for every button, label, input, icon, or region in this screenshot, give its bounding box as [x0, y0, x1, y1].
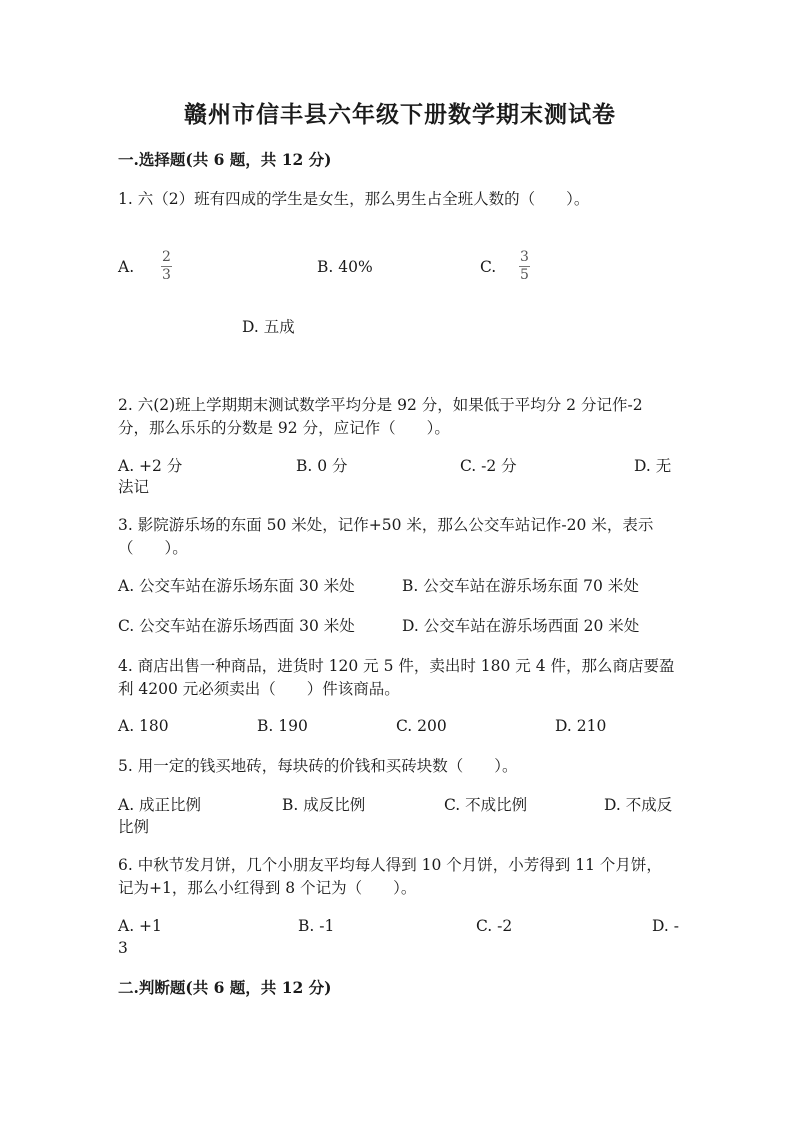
- question-3-line-1: 3. 影院游乐场的东面 50 米处，记作+50 米，那么公交车站记作-20 米，表示: [118, 516, 654, 534]
- q1-option-d: D. 五成: [242, 318, 295, 336]
- q3-option-c: C. 公交车站在游乐场西面 30 米处: [118, 617, 355, 635]
- q5-option-d-part-1: D. 不成反: [604, 796, 673, 814]
- q4-option-d: D. 210: [555, 717, 607, 735]
- q4-option-b: B. 190: [257, 717, 308, 735]
- q1-option-a-denominator: 3: [162, 267, 171, 283]
- q1-option-c-denominator: 5: [520, 267, 529, 283]
- question-2-line-1: 2. 六(2)班上学期期末测试数学平均分是 92 分，如果低于平均分 2 分记作-2: [118, 396, 643, 414]
- q1-option-a-label: A.: [118, 258, 135, 276]
- q6-option-d-part-1: D. -: [652, 917, 679, 935]
- question-4-line-1: 4. 商店出售一种商品，进货时 120 元 5 件，卖出时 180 元 4 件，那么商店要盈: [118, 657, 675, 675]
- q2-option-c: C. -2 分: [460, 457, 517, 475]
- question-2-line-2: 分，那么乐乐的分数是 92 分，应记作（ ）。: [118, 419, 450, 437]
- q1-option-a-numerator: 2: [162, 249, 171, 265]
- q1-option-a-fraction: [161, 250, 172, 283]
- q6-option-d-part-2: 3: [118, 939, 128, 957]
- q5-option-b: B. 成反比例: [282, 796, 366, 814]
- question-6-line-2: 记为+1，那么小红得到 8 个记为（ ）。: [118, 879, 417, 897]
- q1-option-c-fraction: [519, 250, 530, 283]
- q2-option-b: B. 0 分: [296, 457, 348, 475]
- q6-option-c: C. -2: [476, 917, 513, 935]
- q6-option-a: A. +1: [118, 917, 162, 935]
- page-title: 赣州市信丰县六年级下册数学期末测试卷: [184, 101, 616, 128]
- q1-option-b: B. 40%: [317, 258, 373, 276]
- q1-option-c-label: C.: [480, 258, 497, 276]
- question-5-text: 5. 用一定的钱买地砖，每块砖的价钱和买砖块数（ ）。: [118, 757, 518, 775]
- q2-option-d-part-1: D. 无: [634, 457, 672, 475]
- q2-option-a: A. +2 分: [118, 457, 183, 475]
- q3-option-a: A. 公交车站在游乐场东面 30 米处: [118, 577, 355, 595]
- question-1-text: 1. 六（2）班有四成的学生是女生，那么男生占全班人数的（ ）。: [118, 190, 590, 208]
- q6-option-b: B. -1: [298, 917, 335, 935]
- question-3-line-2: （ ）。: [118, 539, 188, 557]
- q3-option-d: D. 公交车站在游乐场西面 20 米处: [402, 617, 640, 635]
- q1-option-c-numerator: 3: [520, 249, 529, 265]
- q5-option-c: C. 不成比例: [444, 796, 528, 814]
- q5-option-a: A. 成正比例: [118, 796, 202, 814]
- section-heading-judgement: 二.判断题(共 6 题，共 12 分): [118, 978, 332, 997]
- q5-option-d-part-2: 比例: [118, 818, 150, 836]
- q4-option-a: A. 180: [118, 717, 169, 735]
- question-6-line-1: 6. 中秋节发月饼，几个小朋友平均每人得到 10 个月饼，小芳得到 11 个月饼，: [118, 856, 662, 874]
- q3-option-b: B. 公交车站在游乐场东面 70 米处: [402, 577, 639, 595]
- q4-option-c: C. 200: [396, 717, 447, 735]
- q2-option-d-part-2: 法记: [118, 478, 150, 496]
- section-heading-choice: 一.选择题(共 6 题，共 12 分): [118, 150, 332, 169]
- question-4-line-2: 利 4200 元必须卖出（ ）件该商品。: [118, 680, 400, 698]
